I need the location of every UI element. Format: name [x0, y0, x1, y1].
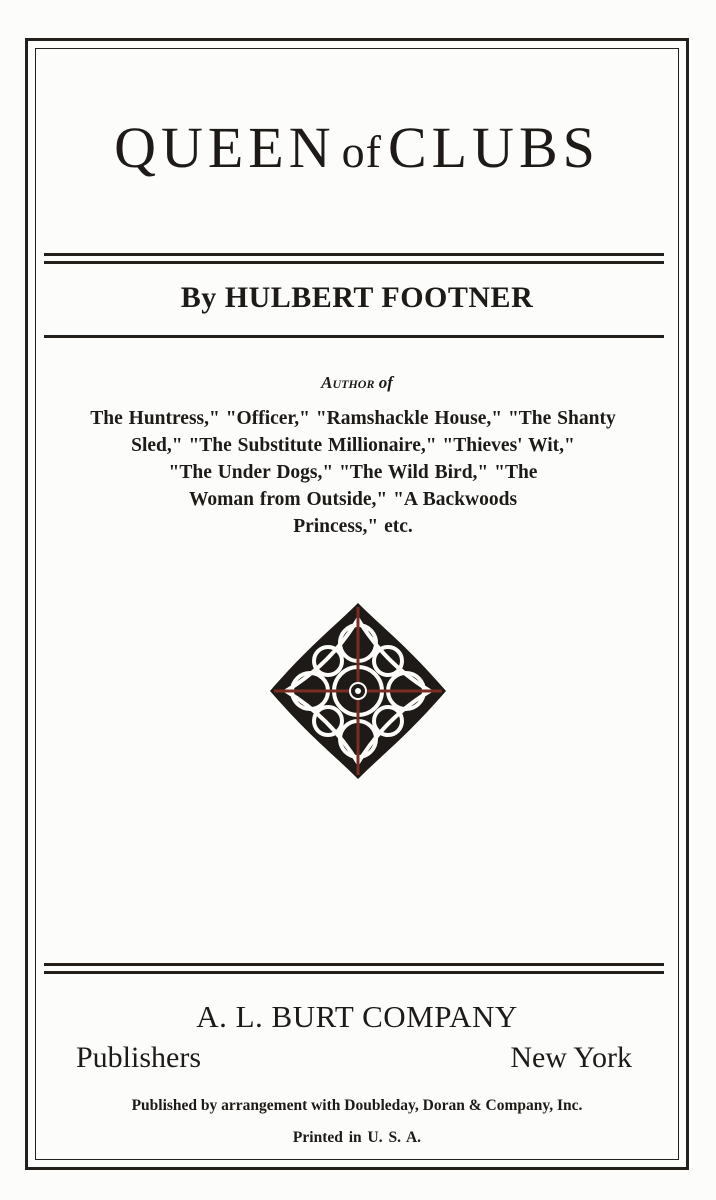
author-of-rest: uthor: [332, 373, 375, 392]
rule-top-1: [44, 253, 664, 256]
author-of-heading: [36, 373, 678, 393]
title-word-clubs: CLUBS: [387, 115, 600, 180]
works-line: Princess," etc.: [293, 516, 413, 537]
book-title: [36, 115, 678, 180]
rule-bottom-2: [44, 971, 664, 974]
works-line: "The Under Dogs," "The Wild Bird," "The: [168, 462, 538, 483]
rule-bottom-1: [44, 963, 664, 966]
publisher-row: [76, 1041, 632, 1075]
celtic-cross-ornament-icon: [266, 599, 450, 783]
works-line: The Huntress," "Officer," "Ramshackle House," "The Shanty: [90, 408, 616, 429]
title-word-queen: QUEEN: [114, 115, 336, 180]
works-line: Sled," "The Substitute Millionaire," "Thieves' Wit,": [131, 435, 575, 456]
rule-mid: [44, 335, 664, 338]
author-of-of: of: [378, 373, 393, 392]
publisher-city: New York: [510, 1041, 632, 1074]
byline: By HULBERT FOOTNER: [180, 281, 534, 314]
publishers-label: Publishers: [76, 1041, 202, 1074]
rule-top-2: [44, 261, 664, 264]
works-line: Woman from Outside," "A Backwoods: [188, 489, 518, 510]
publisher-name: A. L. BURT COMPANY: [196, 999, 518, 1034]
page-border-inner: [35, 48, 679, 1160]
page-border: [25, 38, 689, 1170]
title-word-of: of: [341, 126, 382, 177]
arrangement-note: Published by arrangement with Doubleday, Doran & Company, Inc.: [131, 1097, 583, 1114]
works-list: [56, 405, 650, 540]
author-of-initial: A: [321, 373, 333, 392]
printed-in: Printed in U. S. A.: [292, 1129, 422, 1146]
